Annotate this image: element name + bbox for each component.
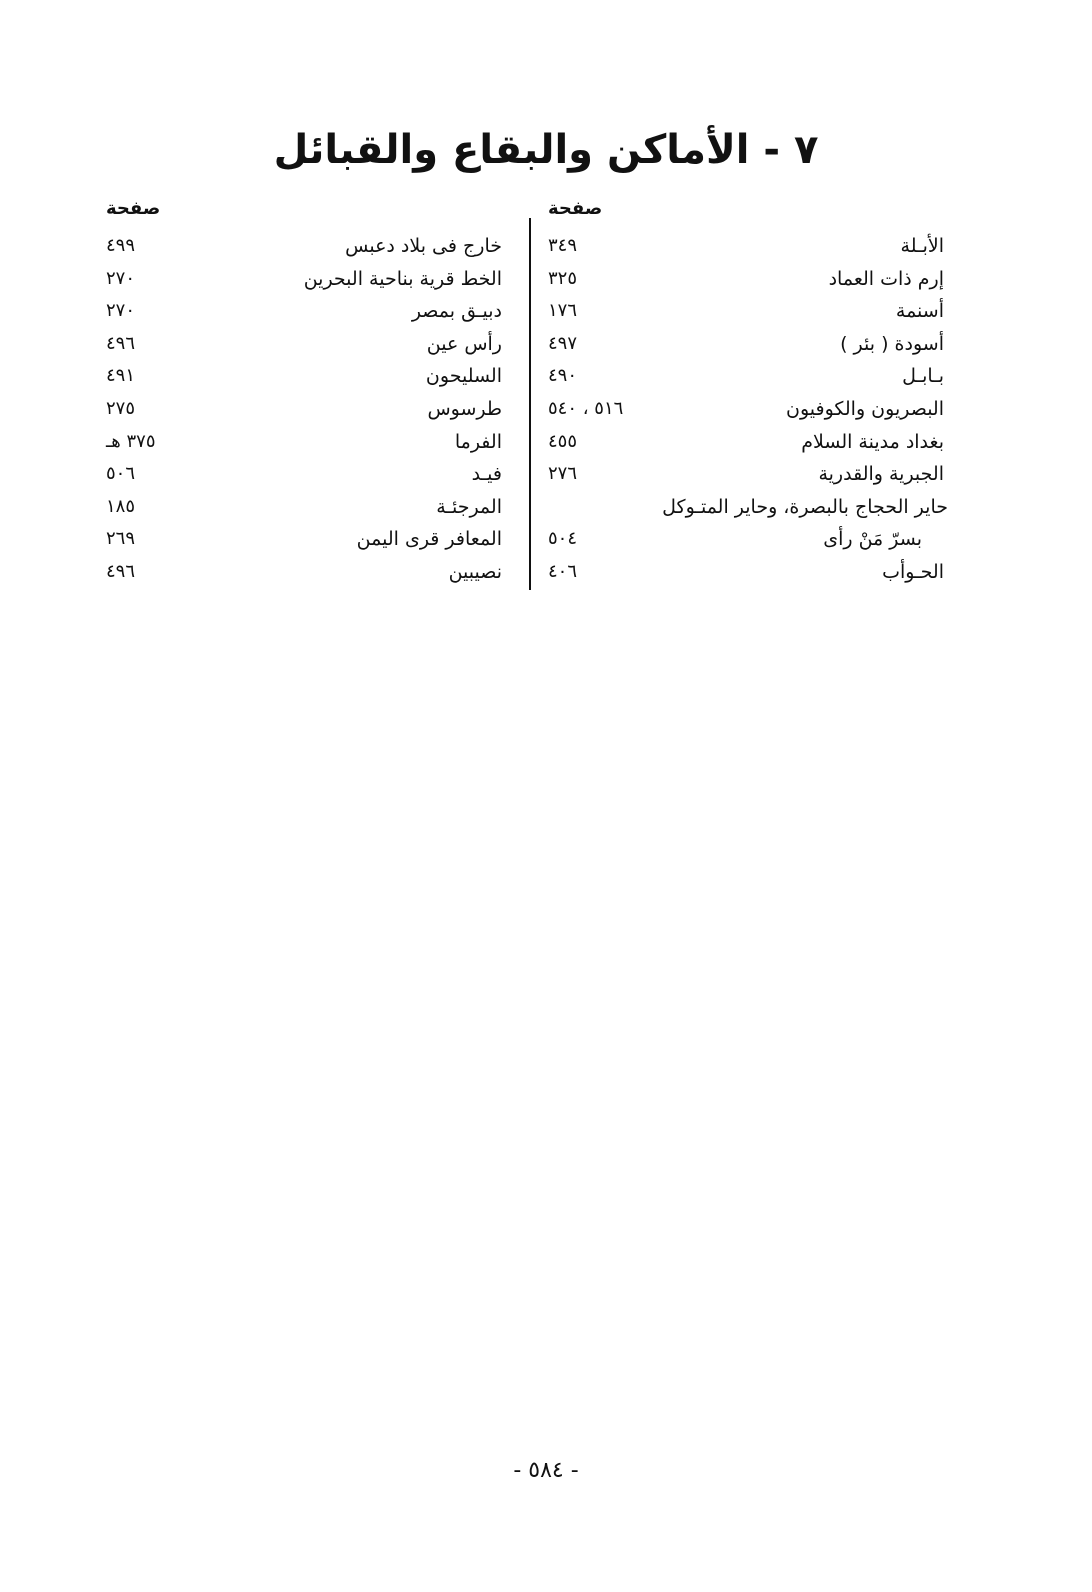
index-entry xyxy=(548,458,944,491)
entry-name: الأبـلة xyxy=(900,235,944,257)
entry-name: بغداد مدينة السلام xyxy=(801,430,944,453)
entry-page: ٢٦٩ xyxy=(106,528,136,550)
entry-page: ٤٩٦ xyxy=(106,560,136,582)
index-entry xyxy=(548,295,944,328)
entry-page: ٤٩٦ xyxy=(106,332,136,354)
entry-name: أسنمة xyxy=(895,300,944,323)
index-entry xyxy=(106,556,502,589)
section-title: ٧ - الأماكن والبقاع والقبائل xyxy=(273,127,819,173)
entry-page: ٤٩٠ xyxy=(548,365,578,387)
entry-page: ٢٧٠ xyxy=(106,267,136,289)
entry-name: فيـد xyxy=(471,463,502,486)
index-entry xyxy=(548,328,944,361)
entry-page: ٤٩٩ xyxy=(106,235,136,256)
index-entry xyxy=(548,426,944,459)
entry-page: ٤٩١ xyxy=(106,365,136,387)
index-column-right xyxy=(548,230,948,589)
entry-page: ٢٧٦ xyxy=(548,463,578,485)
index-entry xyxy=(106,523,502,556)
index-entry xyxy=(106,491,502,524)
entry-page: ٢٧٠ xyxy=(106,300,136,322)
entry-name: رأس عين xyxy=(426,332,502,355)
entry-page: ٣٤٩ xyxy=(548,235,578,256)
entry-page: ٤٠٦ xyxy=(548,560,578,582)
entry-page: ٣٧٥ هـ xyxy=(106,430,156,452)
entry-name: حاير الحجاج بالبصرة، وحاير المتـوكل xyxy=(662,495,948,518)
index-entry xyxy=(106,360,502,393)
index-entry xyxy=(548,230,944,263)
entry-page: ٥٠٦ xyxy=(106,463,136,485)
index-entry xyxy=(548,263,944,296)
entry-name: نصيبين xyxy=(448,560,502,583)
entry-page: ١٧٦ xyxy=(548,300,578,322)
index-entry xyxy=(106,393,502,426)
entry-page: ٥٠٤ xyxy=(548,528,578,550)
entry-name: الحـوأب xyxy=(882,560,944,583)
entry-name: دبيـق بمصر xyxy=(411,300,502,323)
entry-page: ٢٧٥ xyxy=(106,397,136,419)
entry-name: أسودة ( بئر ) xyxy=(840,332,944,355)
entry-page: ٤٥٥ xyxy=(548,430,578,452)
entry-name: الجبرية والقدرية xyxy=(818,463,944,486)
entry-name: الخط قرية بناحية البحرين xyxy=(303,267,502,290)
page-number: - ٥٨٤ - xyxy=(513,1458,579,1483)
index-entry xyxy=(106,295,502,328)
header-page-left: صفحة xyxy=(106,198,161,219)
index-entry xyxy=(106,230,502,263)
entry-name: طرسوس xyxy=(427,397,502,420)
entry-name: بـابـل xyxy=(902,365,944,388)
entry-name: بسرّ مَنْ رأى xyxy=(823,528,922,551)
entry-name: الفرما xyxy=(454,430,502,453)
entry-name: السليحون xyxy=(425,365,502,388)
entry-name: المعافر قرى اليمن xyxy=(356,528,502,551)
index-column-left xyxy=(106,230,502,589)
index-entry xyxy=(548,556,944,589)
entry-page: ١٨٥ xyxy=(106,495,136,517)
index-entry xyxy=(106,263,502,296)
index-entry xyxy=(548,360,944,393)
entry-page: ٣٢٥ xyxy=(548,267,578,289)
header-page-right: صفحة xyxy=(548,198,603,219)
entry-name: خارج فى بلاد دعبس xyxy=(345,235,502,257)
index-entry xyxy=(106,426,502,459)
entry-name: البصريون والكوفيون xyxy=(786,397,944,420)
entry-page: ٥١٦ ، ٥٤٠ xyxy=(548,397,624,419)
index-entry xyxy=(106,328,502,361)
index-entry xyxy=(548,393,944,426)
index-entry xyxy=(548,491,948,524)
index-entry xyxy=(106,458,502,491)
column-divider xyxy=(529,218,531,590)
entry-name: إرم ذات العماد xyxy=(828,267,944,290)
index-entry xyxy=(548,523,944,556)
entry-name: المرجئـة xyxy=(436,495,502,518)
entry-page: ٤٩٧ xyxy=(548,332,578,354)
